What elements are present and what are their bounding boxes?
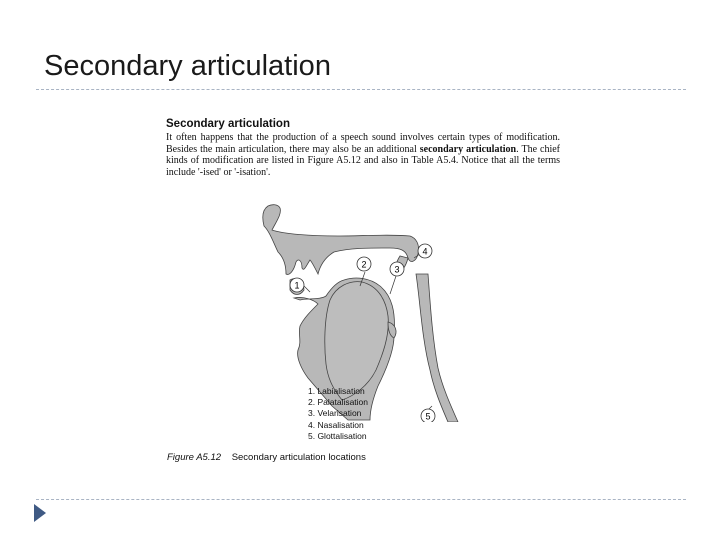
excerpt-body xyxy=(166,132,560,201)
legend-item: 2. Palatalisation xyxy=(308,397,369,408)
marker-5 xyxy=(421,409,435,422)
marker-4 xyxy=(418,244,432,258)
excerpt-body-term: secondary articulation xyxy=(419,143,517,155)
marker-1 xyxy=(290,278,304,292)
marker-2-label: 2 xyxy=(361,259,367,270)
marker-1-label: 1 xyxy=(294,280,300,291)
marker-3-label: 3 xyxy=(394,264,400,275)
marker-3 xyxy=(390,262,404,276)
figure-caption-label: Figure A5.12 xyxy=(167,452,222,463)
legend-item: 3. Velarisation xyxy=(308,408,362,419)
legend-item: 5. Glottalisation xyxy=(308,430,367,441)
figure-caption xyxy=(167,452,366,463)
bullet-arrow-icon xyxy=(34,504,46,522)
pharynx-wall xyxy=(416,274,458,422)
marker-line-1 xyxy=(304,286,310,292)
figure-caption-text: Secondary articulation locations xyxy=(231,452,366,463)
excerpt-body-intro: It often happens that the production of a speech sound involves certain types of modification. Besides the main articulation, there may also be an additional xyxy=(166,132,560,155)
marker-5-label: 5 xyxy=(425,411,431,422)
excerpt-heading: Secondary articulation xyxy=(166,118,290,130)
legend-item: 1. Labialisation xyxy=(308,386,365,396)
marker-2 xyxy=(357,257,371,271)
slide-title: Secondary articulation xyxy=(44,50,331,82)
legend-item: 4. Nasalisation xyxy=(308,419,364,430)
footer-divider xyxy=(36,499,686,500)
title-divider xyxy=(36,89,686,90)
marker-4-label: 4 xyxy=(422,246,428,257)
marker-line-3 xyxy=(390,276,396,294)
excerpt-body-rest: . The chief kinds of modification are listed in Figure A5.12 and also in Table A5.4. Notice that all the terms include '-ised' or '-isation'. xyxy=(166,143,560,178)
textbook-excerpt xyxy=(166,118,560,201)
figure-legend xyxy=(308,386,368,442)
